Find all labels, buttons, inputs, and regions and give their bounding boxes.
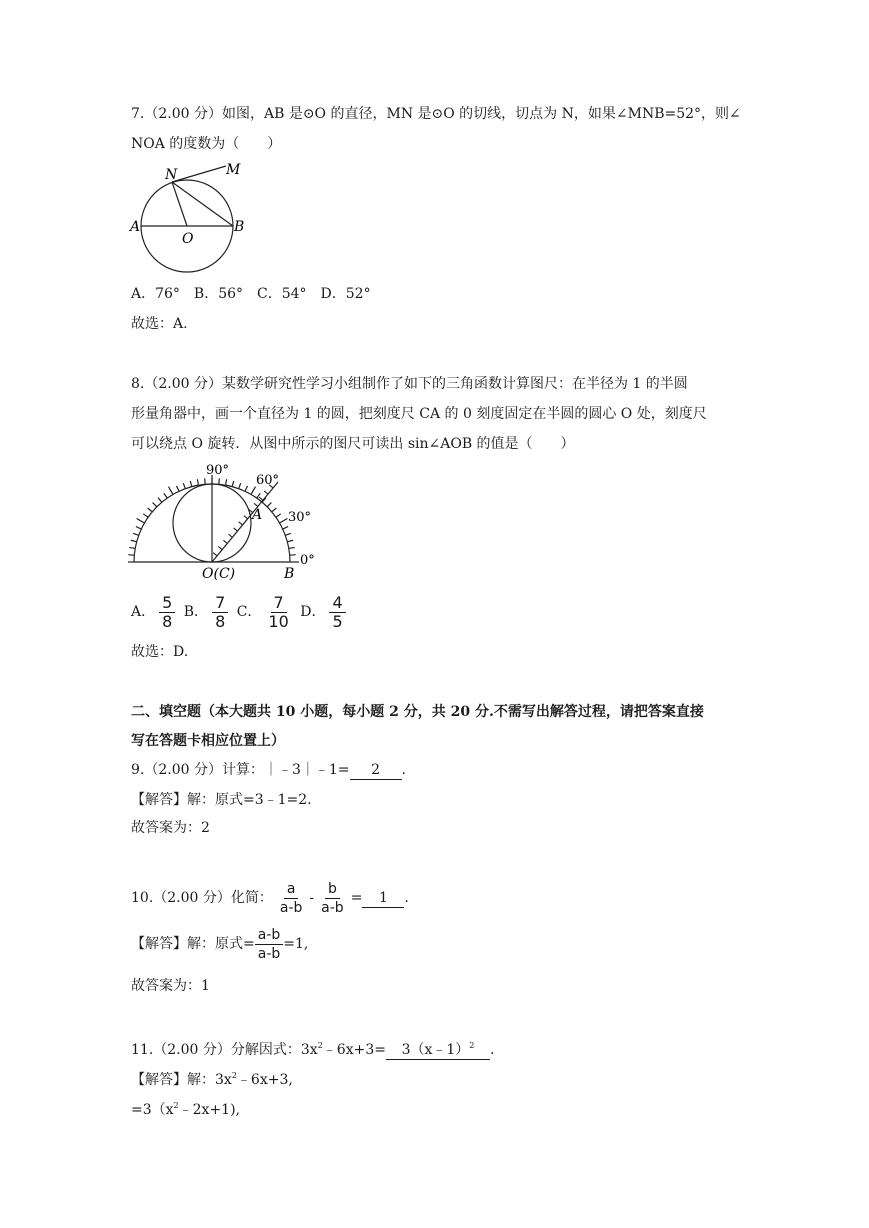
- q10-fraction-b: [318, 880, 347, 917]
- q11-stem-tail: .: [489, 1042, 495, 1058]
- q8-stem-line1: 8.（2.00 分）某数学研究性学习小组制作了如下的三角函数计算图尺：在半径为 1 的半圆: [131, 376, 688, 392]
- q7-label-b: B: [234, 219, 245, 235]
- protractor-tick: [158, 498, 162, 503]
- protractor-tick: [226, 479, 227, 485]
- q8-label-b: B: [284, 566, 295, 580]
- q10-fraction-a: [277, 880, 306, 917]
- q7-figure-circle-tangent: [128, 158, 258, 274]
- q8-option-a-fraction: [159, 594, 175, 631]
- section2-heading-line2: 写在答题卡相应位置上）: [131, 733, 285, 749]
- ruler-tick: [223, 540, 227, 543]
- q11-exponent: 2: [317, 1041, 323, 1050]
- q7-label-m: M: [226, 162, 241, 178]
- q10-solution: [131, 924, 308, 964]
- q10-equals-sign: =: [350, 890, 363, 906]
- q11-stem-text-b: ﹣6x+3=: [322, 1042, 386, 1058]
- protractor-label-30: 30°: [288, 510, 312, 525]
- protractor-tick: [289, 547, 295, 548]
- q11-solution-text-b: ﹣6x+3,: [236, 1072, 293, 1088]
- ruler-tick: [239, 522, 243, 525]
- protractor-tick: [267, 503, 271, 507]
- q7-stem-line1: 7.（2.00 分）如图，AB 是⊙O 的直径，MN 是⊙O 的切线，切点为 N，如果∠MNB=52°，则∠: [131, 106, 741, 122]
- q11-stem: [131, 1036, 494, 1060]
- q10-answer: 故答案为：1: [131, 978, 210, 994]
- section2-heading-line1: 二、填空题（本大题共 10 小题，每小题 2 分，共 20 分.不需写出解答过程，请把答案直接: [131, 704, 704, 720]
- q7-stem-line2: NOA 的度数为（ ）: [131, 136, 282, 152]
- protractor-tick: [133, 533, 139, 535]
- fraction-numerator: 5: [159, 594, 175, 613]
- ruler-tick: [254, 503, 258, 506]
- protractor-tick: [129, 547, 135, 548]
- q10-stem-tail: .: [404, 890, 409, 906]
- protractor-tick: [137, 519, 145, 524]
- ruler-tick: [218, 546, 222, 549]
- ruler-tick: [229, 534, 233, 537]
- protractor-tick: [148, 508, 153, 512]
- q8-option-b-fraction: [212, 594, 228, 631]
- ruler-tick: [234, 528, 238, 531]
- protractor-tick: [251, 487, 256, 495]
- q9-stem: [131, 760, 406, 780]
- q10-stem: [131, 878, 409, 918]
- q11-solution2-exponent: 2: [173, 1101, 179, 1110]
- q9-answer: 故答案为：2: [131, 820, 210, 836]
- q9-stem-text: 9.（2.00 分）计算：｜﹣3｜﹣1=: [131, 762, 350, 778]
- q9-solution: 【解答】解：原式=3﹣1=2.: [131, 792, 312, 808]
- q11-answer-blank: [386, 1037, 490, 1060]
- q8-option-d-letter: D．: [300, 604, 326, 620]
- q11-stem-text: 11.（2.00 分）分解因式：3x: [131, 1042, 318, 1058]
- protractor-tick: [183, 483, 185, 489]
- fraction-numerator: 7: [212, 594, 228, 613]
- protractor-label-0: 0°: [300, 553, 315, 568]
- protractor-label-90: 90°: [206, 463, 230, 478]
- q7-label-o: O: [182, 231, 194, 247]
- q10-stem-text: 10.（2.00 分）化简：: [131, 890, 273, 906]
- q11-solution-exponent: 2: [231, 1071, 237, 1080]
- protractor-tick: [177, 486, 180, 491]
- protractor-tick: [232, 481, 234, 487]
- q7-answer: 故选：A.: [131, 316, 188, 332]
- protractor-tick: [197, 479, 198, 485]
- protractor-tick: [280, 519, 288, 524]
- protractor-tick: [287, 540, 293, 542]
- q7-label-n: N: [165, 167, 178, 183]
- q8-stem-line2: 形量角器中，画一个直径为 1 的圆，把刻度尺 CA 的 0 刻度固定在半圆的圆心 O 处，刻度尺: [131, 406, 707, 422]
- q8-option-a-letter: A．: [131, 604, 156, 620]
- q11-solution-line1: [131, 1066, 293, 1090]
- protractor-tick: [164, 493, 167, 498]
- fraction-numerator: 7: [271, 594, 287, 613]
- ruler-tick: [264, 491, 268, 494]
- q8-stem-line3: 可以绕点 O 旋转．从图中所示的图尺可读出 sin∠AOB 的值是（ ）: [131, 436, 575, 452]
- protractor-tick: [205, 478, 206, 484]
- q11-solution-text: 【解答】解：3x: [131, 1072, 232, 1088]
- protractor-tick: [285, 533, 291, 535]
- q11-solution2-text-b: ﹣2x+1),: [178, 1102, 240, 1118]
- protractor-tick: [239, 483, 241, 489]
- q11-blank-text: 3（x﹣1）: [401, 1042, 470, 1058]
- q8-option-c-fraction: [265, 594, 291, 631]
- protractor-tick: [131, 540, 137, 542]
- q8-option-d-fraction: [329, 594, 345, 631]
- ruler-tick: [244, 516, 248, 519]
- protractor-tick: [143, 514, 148, 517]
- protractor-tick: [245, 486, 248, 491]
- fraction-denominator: 5: [332, 611, 343, 631]
- q8-label-a: A: [252, 507, 263, 523]
- q8-label-oc: O(C): [202, 566, 236, 580]
- fraction-denominator: 8: [162, 611, 173, 631]
- q10-answer-blank: 1: [362, 889, 404, 908]
- protractor-tick: [290, 555, 296, 556]
- q9-stem-tail: .: [401, 762, 406, 778]
- fraction-numerator: a-b: [255, 926, 284, 945]
- q8-option-b-letter: B．: [183, 604, 209, 620]
- fraction-denominator: 8: [215, 611, 226, 631]
- fraction-numerator: 4: [329, 594, 345, 613]
- ruler-tick: [213, 553, 217, 556]
- fraction-denominator: a-b: [279, 899, 303, 916]
- q8-figure-protractor: [128, 458, 328, 580]
- q11-solution-line2: [131, 1096, 240, 1120]
- protractor-tick: [190, 481, 192, 487]
- q11-blank-exponent: 2: [469, 1041, 475, 1050]
- q7-label-a: A: [130, 219, 141, 235]
- q11-solution2-text: =3（x: [131, 1102, 174, 1118]
- q7-options: A．76° B．56° C．54° D．52°: [131, 286, 371, 302]
- fraction-numerator: b: [325, 880, 340, 899]
- q8-options: [131, 592, 350, 632]
- protractor-tick: [128, 555, 134, 556]
- protractor-tick: [219, 478, 220, 484]
- fraction-denominator: 10: [268, 611, 289, 631]
- protractor-tick: [169, 487, 174, 495]
- protractor-tick: [276, 514, 281, 517]
- protractor-label-60: 60°: [256, 473, 280, 488]
- protractor-tick: [272, 508, 277, 512]
- q8-option-c-letter: C．: [236, 604, 262, 620]
- q10-solution-fraction: [255, 926, 284, 963]
- q8-answer: 故选：D.: [131, 644, 189, 660]
- q10-solution-prefix: 【解答】解：原式=: [131, 936, 255, 952]
- ruler-ticks: [213, 485, 273, 556]
- q10-solution-tail: =1,: [283, 936, 309, 952]
- q9-answer-blank: 2: [350, 761, 402, 780]
- fraction-denominator: a-b: [321, 899, 344, 916]
- protractor-tick: [136, 527, 141, 530]
- protractor-tick: [153, 503, 157, 507]
- fraction-numerator: a: [284, 880, 299, 899]
- q10-minus-sign: -: [309, 890, 315, 906]
- fraction-denominator: a-b: [257, 945, 281, 962]
- protractor-tick: [283, 527, 288, 530]
